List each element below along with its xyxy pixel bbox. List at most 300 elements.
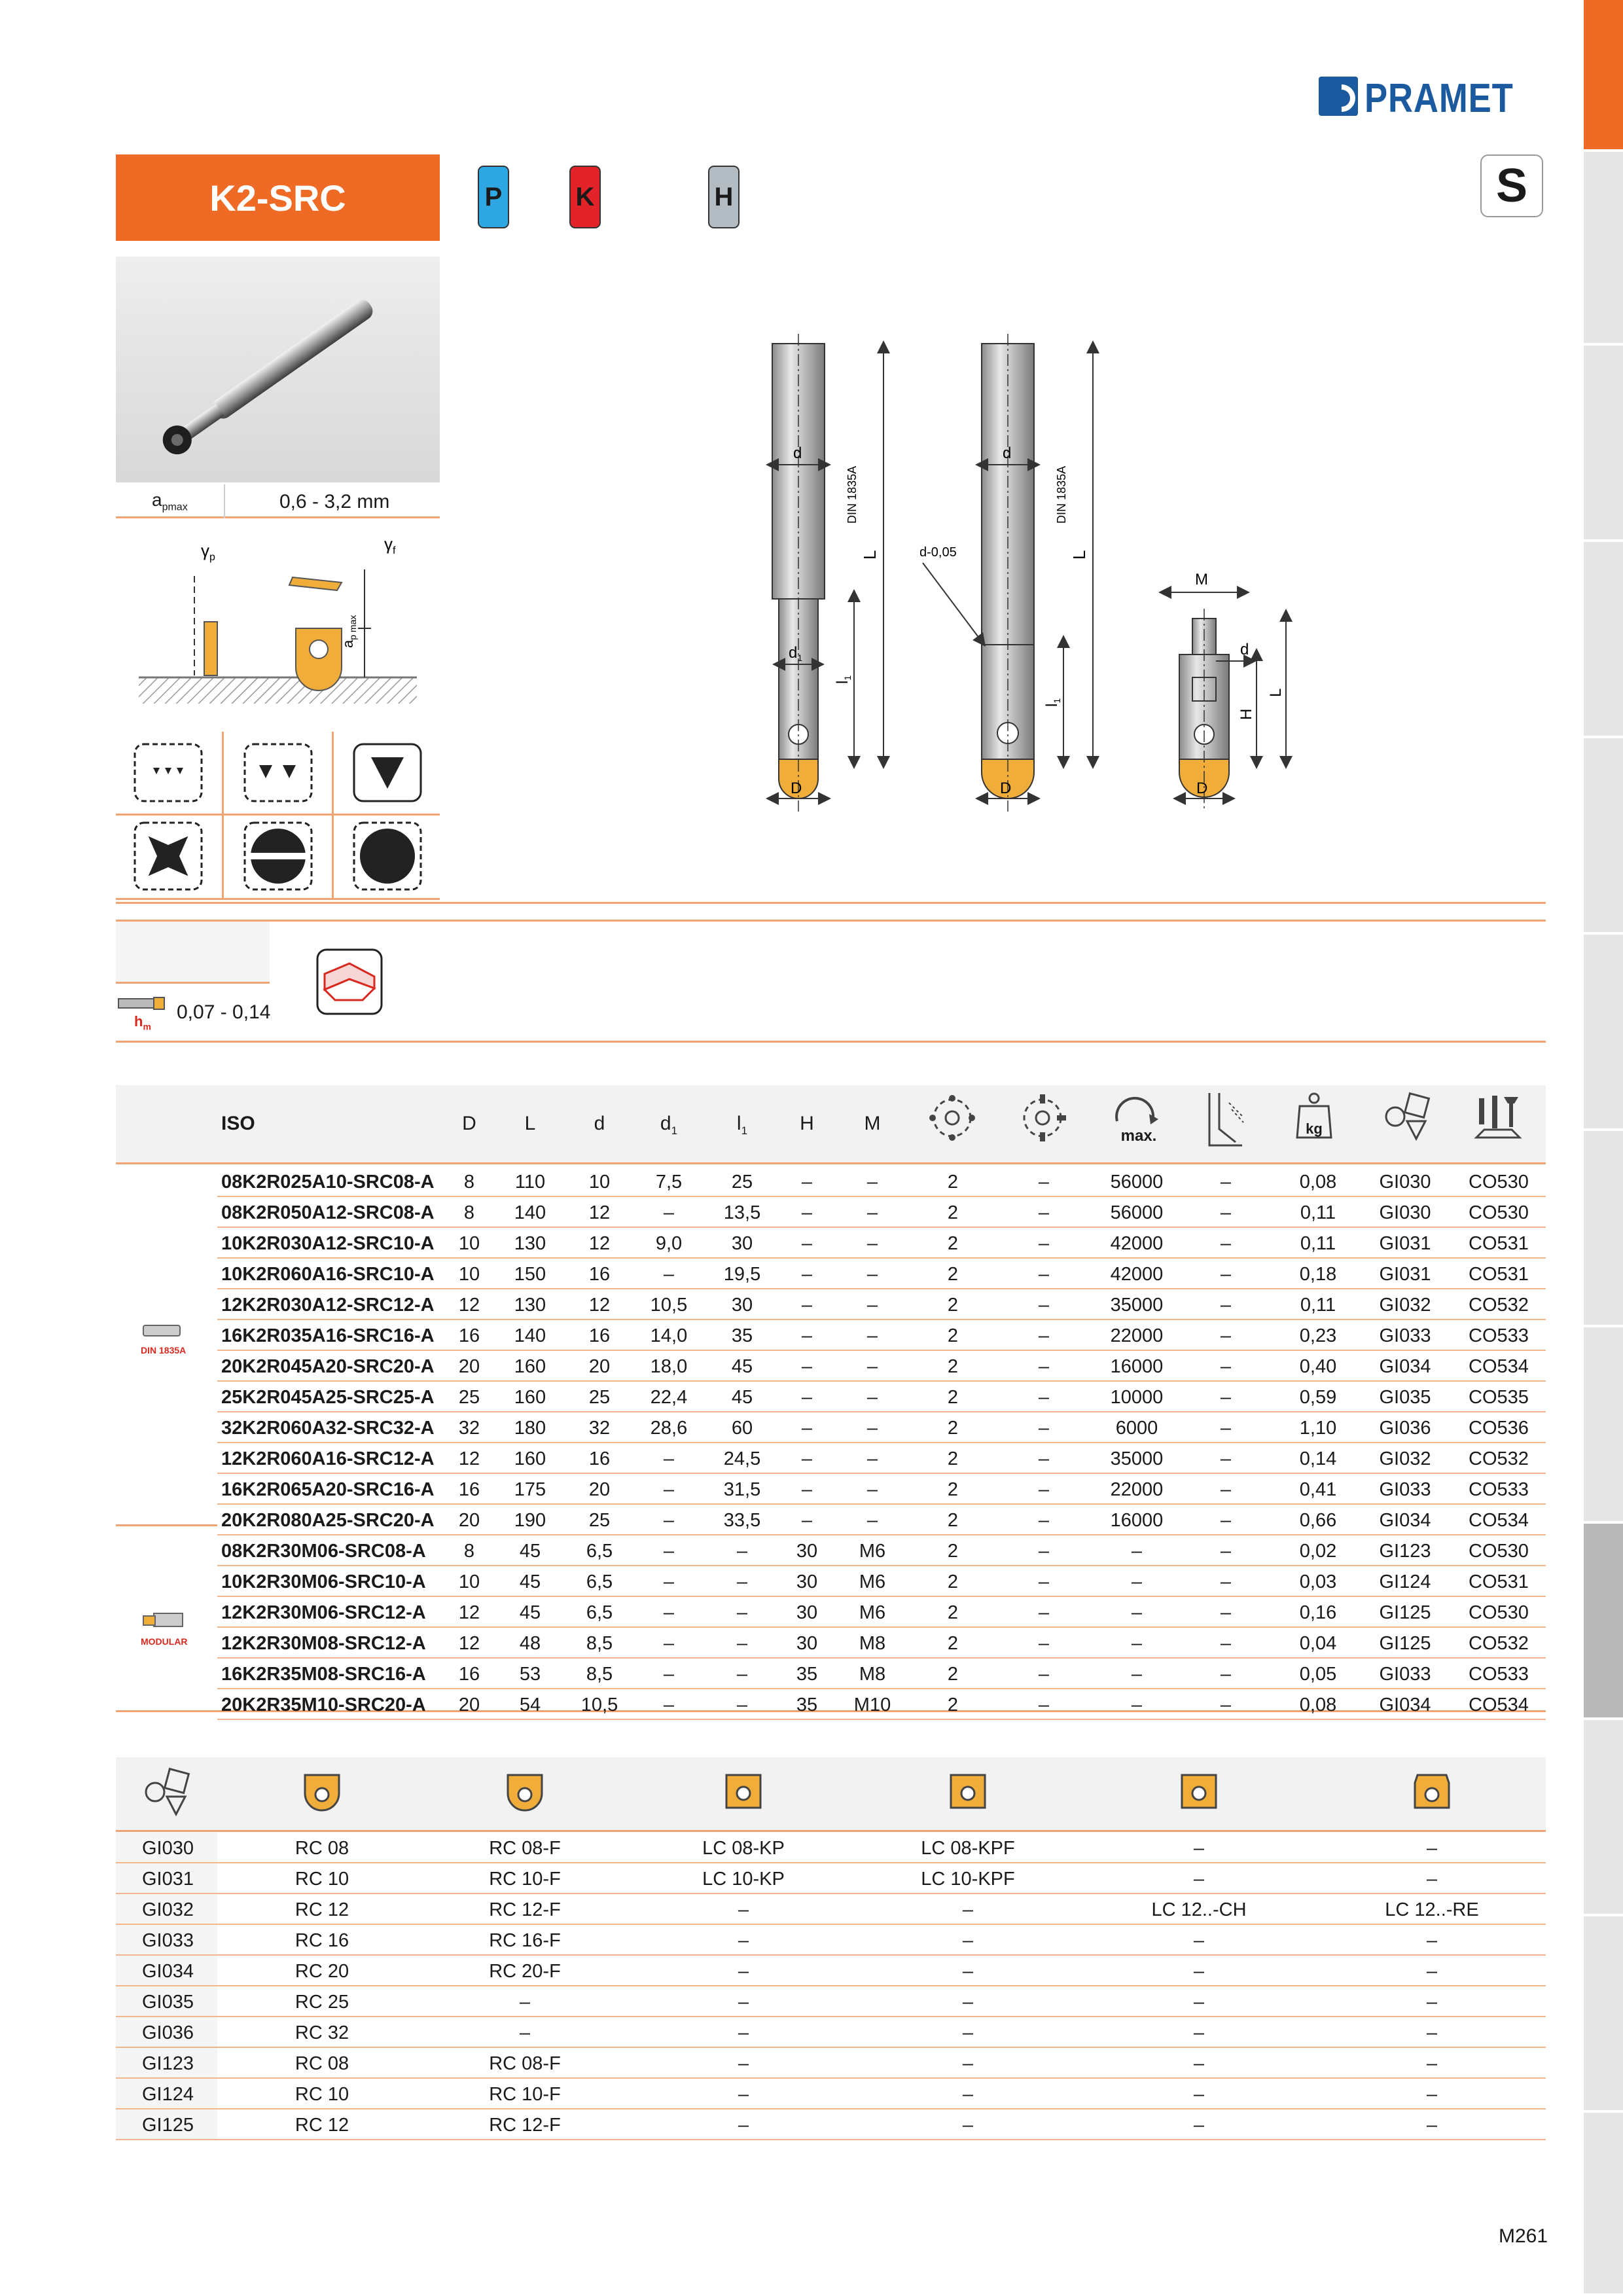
cell-H: – xyxy=(801,1325,813,1346)
cell-inserts: GI033 xyxy=(1379,1325,1431,1346)
stability-low-icon xyxy=(116,817,221,895)
tool1-din-label: DIN 1835A xyxy=(846,465,859,524)
cell-inserts: GI034 xyxy=(1379,1510,1431,1531)
table-row xyxy=(116,2017,1546,2048)
cell-spare-parts: CO531 xyxy=(1469,1233,1529,1254)
col-head-H: H xyxy=(800,1113,814,1134)
feed-value: 0,07 - 0,14 xyxy=(177,1001,271,1023)
cell-geometry-code: GI124 xyxy=(142,2084,194,2105)
cell-insert: RC 10-F xyxy=(489,1869,561,1890)
ramping-operation-icon xyxy=(315,948,383,1016)
cell-D: 16 xyxy=(458,1325,480,1346)
tool1-d-label: d xyxy=(793,444,802,462)
cell-inserts: GI035 xyxy=(1379,1387,1431,1408)
cell-spare-parts: CO533 xyxy=(1469,1664,1529,1685)
table-row xyxy=(116,1628,1546,1659)
cell-d: 10 xyxy=(588,1172,611,1193)
insert-lc-ch-icon xyxy=(1178,1770,1220,1816)
cell-spare-parts: CO536 xyxy=(1469,1418,1529,1439)
cell-M: M6 xyxy=(859,1541,886,1562)
cell-d1: 22,4 xyxy=(650,1387,688,1408)
tool1-D-label: D xyxy=(791,780,802,797)
table-row xyxy=(116,1597,1546,1628)
cell-insert: – xyxy=(1193,2022,1205,2043)
table-row xyxy=(116,1412,1546,1443)
ap-max-axis-label: $a_{p max}$ xyxy=(340,615,358,648)
cell-kg: 0,66 xyxy=(1299,1510,1337,1531)
ap-max-row xyxy=(116,484,440,518)
section-tab[interactable] xyxy=(1584,346,1623,542)
cell-insert: RC 10 xyxy=(294,2084,349,2105)
cell-iso: 10K2R30M06-SRC10-A xyxy=(221,1571,426,1592)
divider xyxy=(116,902,1546,904)
cell-spare-parts: CO534 xyxy=(1469,1356,1529,1377)
cell-l1: 45 xyxy=(731,1356,753,1377)
cell-D: 16 xyxy=(458,1664,480,1685)
divider xyxy=(116,982,270,984)
spare-parts-icon xyxy=(1472,1092,1525,1144)
cell-L: 140 xyxy=(514,1325,546,1346)
tool2-l1-label: $l_1$ xyxy=(1043,698,1062,707)
cell-eff-teeth: – xyxy=(1038,1295,1050,1316)
cell-iso: 08K2R025A10-SRC08-A xyxy=(221,1172,435,1193)
table-row xyxy=(116,1228,1546,1259)
cell-insert: LC 08-KPF xyxy=(921,1838,1015,1859)
cell-eff-teeth: – xyxy=(1038,1325,1050,1346)
divider xyxy=(116,1162,1546,1164)
cell-iso: 12K2R030A12-SRC12-A xyxy=(221,1295,435,1316)
cell-l1: 25 xyxy=(731,1172,753,1193)
cell-L: 54 xyxy=(519,1695,541,1715)
cell-d: 12 xyxy=(588,1202,611,1223)
cell-L: 160 xyxy=(514,1448,546,1469)
cell-d1: – xyxy=(663,1479,675,1500)
cell-d: 32 xyxy=(588,1418,611,1439)
cell-iso: 16K2R35M08-SRC16-A xyxy=(221,1664,426,1685)
table-row xyxy=(116,1689,1546,1720)
cell-d1: – xyxy=(663,1571,675,1592)
cell-insert: RC 12 xyxy=(294,1899,349,1920)
cell-teeth: 2 xyxy=(947,1172,959,1193)
cell-H: – xyxy=(801,1202,813,1223)
cell-kg: 0,14 xyxy=(1299,1448,1337,1469)
cell-l1: – xyxy=(736,1602,748,1623)
col-head-L: L xyxy=(524,1113,536,1134)
cell-insert: RC 25 xyxy=(294,1992,349,2013)
cell-spare-parts: CO530 xyxy=(1469,1172,1529,1193)
cell-kg: 0,03 xyxy=(1299,1571,1337,1592)
cell-inserts: GI033 xyxy=(1379,1664,1431,1685)
cell-insert: – xyxy=(738,1930,749,1951)
cell-H: 35 xyxy=(796,1664,818,1685)
cell-H: – xyxy=(801,1264,813,1285)
insert-rc-icon xyxy=(301,1770,343,1816)
cell-eff-teeth: – xyxy=(1038,1202,1050,1223)
cell-insert: – xyxy=(519,2022,531,2043)
cell-teeth: 2 xyxy=(947,1695,959,1715)
section-tab[interactable] xyxy=(1584,2113,1623,2296)
cell-d1: – xyxy=(663,1602,675,1623)
cell-iso: 16K2R065A20-SRC16-A xyxy=(221,1479,435,1500)
cell-kg: 0,40 xyxy=(1299,1356,1337,1377)
cell-coolant: – xyxy=(1220,1202,1232,1223)
cell-eff-teeth: – xyxy=(1038,1387,1050,1408)
cell-insert: LC 10-KPF xyxy=(921,1869,1015,1890)
product-photo xyxy=(116,257,440,482)
cell-spare-parts: CO533 xyxy=(1469,1479,1529,1500)
cell-D: 12 xyxy=(458,1602,480,1623)
section-tab[interactable] xyxy=(1584,1327,1623,1524)
cell-insert: – xyxy=(962,1930,974,1951)
section-letter-badge: S xyxy=(1480,154,1543,217)
cell-l1: 19,5 xyxy=(723,1264,761,1285)
tool1-L-label: L xyxy=(860,550,880,560)
cell-max-rpm: 56000 xyxy=(1110,1172,1164,1193)
cell-D: 20 xyxy=(458,1356,480,1377)
cell-inserts: GI032 xyxy=(1379,1295,1431,1316)
cell-L: 48 xyxy=(519,1633,541,1654)
cell-H: – xyxy=(801,1387,813,1408)
cell-teeth: 2 xyxy=(947,1664,959,1685)
cell-eff-teeth: – xyxy=(1038,1510,1050,1531)
cell-L: 150 xyxy=(514,1264,546,1285)
cell-insert: LC 12..-RE xyxy=(1385,1899,1479,1920)
cell-M: – xyxy=(866,1479,878,1500)
cell-L: 190 xyxy=(514,1510,546,1531)
cell-insert: RC 10-F xyxy=(489,2084,561,2105)
cell-d: 20 xyxy=(588,1356,611,1377)
stability-high-icon xyxy=(335,817,440,895)
cell-inserts: GI123 xyxy=(1379,1541,1431,1562)
cell-D: 20 xyxy=(458,1695,480,1715)
finishing-operation-icon xyxy=(116,733,221,812)
cell-coolant: – xyxy=(1220,1418,1232,1439)
cell-kg: 0,23 xyxy=(1299,1325,1337,1346)
cell-insert: – xyxy=(962,1992,974,2013)
section-tab[interactable] xyxy=(1584,542,1623,738)
section-tab-strip xyxy=(1584,0,1623,2296)
cell-l1: – xyxy=(736,1571,748,1592)
row-divider xyxy=(217,1719,1546,1720)
divider xyxy=(116,1041,1546,1043)
cell-spare-parts: CO532 xyxy=(1469,1633,1529,1654)
cell-insert: – xyxy=(962,2115,974,2136)
cell-M: M10 xyxy=(853,1695,891,1715)
cell-M: – xyxy=(866,1202,878,1223)
divider xyxy=(116,814,440,816)
cell-l1: – xyxy=(736,1541,748,1562)
cell-inserts: GI032 xyxy=(1379,1448,1431,1469)
cell-geometry-code: GI034 xyxy=(142,1961,194,1982)
cell-kg: 1,10 xyxy=(1299,1418,1337,1439)
cell-insert: – xyxy=(738,1899,749,1920)
cell-coolant: – xyxy=(1220,1325,1232,1346)
cell-kg: 0,08 xyxy=(1299,1172,1337,1193)
cell-max-rpm: 6000 xyxy=(1115,1418,1158,1439)
table-row xyxy=(116,1833,1546,1863)
cell-d1: 9,0 xyxy=(655,1233,683,1254)
cell-spare-parts: CO533 xyxy=(1469,1325,1529,1346)
cell-insert: RC 12-F xyxy=(489,2115,561,2136)
cell-kg: 0,05 xyxy=(1299,1664,1337,1685)
cell-d: 8,5 xyxy=(586,1633,613,1654)
cell-spare-parts: CO530 xyxy=(1469,1202,1529,1223)
coolant-icon xyxy=(1203,1090,1249,1149)
insert-rc-f-icon xyxy=(504,1770,546,1816)
cell-L: 140 xyxy=(514,1202,546,1223)
cell-eff-teeth: – xyxy=(1038,1633,1050,1654)
cell-M: M6 xyxy=(859,1571,886,1592)
cell-eff-teeth: – xyxy=(1038,1233,1050,1254)
cell-teeth: 2 xyxy=(947,1233,959,1254)
cell-inserts: GI033 xyxy=(1379,1479,1431,1500)
cell-kg: 0,11 xyxy=(1300,1295,1336,1316)
cell-coolant: – xyxy=(1220,1633,1232,1654)
cell-d: 16 xyxy=(588,1448,611,1469)
tool3-H-label: H xyxy=(1238,708,1255,720)
col-head-iso: ISO xyxy=(221,1113,255,1134)
cell-d: 25 xyxy=(588,1387,611,1408)
table-row xyxy=(116,1535,1546,1566)
cell-spare-parts: CO531 xyxy=(1469,1571,1529,1592)
cell-eff-teeth: – xyxy=(1038,1695,1050,1715)
insert-lc-kp-icon xyxy=(722,1770,764,1816)
cell-coolant: – xyxy=(1220,1264,1232,1285)
cell-max-rpm: 56000 xyxy=(1110,1202,1164,1223)
cell-eff-teeth: – xyxy=(1038,1172,1050,1193)
cell-teeth: 2 xyxy=(947,1264,959,1285)
cell-d1: – xyxy=(663,1664,675,1685)
cell-teeth: 2 xyxy=(947,1448,959,1469)
material-badge-p: P xyxy=(478,166,509,228)
cell-l1: – xyxy=(736,1695,748,1715)
table-row xyxy=(116,1320,1546,1351)
cell-kg: 0,11 xyxy=(1300,1202,1336,1223)
cell-M: – xyxy=(866,1325,878,1346)
stability-medium-icon xyxy=(226,817,330,895)
cell-insert: – xyxy=(1426,1930,1438,1951)
section-tab-active-top[interactable] xyxy=(1584,0,1623,152)
cell-coolant: – xyxy=(1220,1571,1232,1592)
cell-kg: 0,18 xyxy=(1299,1264,1337,1285)
table-row xyxy=(116,1863,1546,1894)
cell-insert: – xyxy=(962,1899,974,1920)
cell-max-rpm: 42000 xyxy=(1110,1264,1164,1285)
cell-insert: – xyxy=(738,2022,749,2043)
cell-l1: 31,5 xyxy=(723,1479,761,1500)
cell-M: M8 xyxy=(859,1664,886,1685)
cell-coolant: – xyxy=(1220,1448,1232,1469)
cell-insert: – xyxy=(1426,1838,1438,1859)
tool3-L-label: L xyxy=(1267,688,1285,697)
section-tab[interactable] xyxy=(1584,1916,1623,2113)
inserts-icon xyxy=(1381,1092,1433,1144)
cell-M: – xyxy=(866,1264,878,1285)
cell-inserts: GI125 xyxy=(1379,1602,1431,1623)
cell-D: 10 xyxy=(458,1571,480,1592)
cell-D: 20 xyxy=(458,1510,480,1531)
cell-insert: – xyxy=(1426,1869,1438,1890)
cell-insert: – xyxy=(1426,1992,1438,2013)
cell-inserts: GI030 xyxy=(1379,1202,1431,1223)
insert-geometry-header-icon xyxy=(141,1767,193,1820)
cell-H: – xyxy=(801,1479,813,1500)
cell-iso: 32K2R060A32-SRC32-A xyxy=(221,1418,435,1439)
cell-insert: – xyxy=(519,1992,531,2013)
cell-l1: 13,5 xyxy=(723,1202,761,1223)
cell-max-rpm: 10000 xyxy=(1110,1387,1164,1408)
cell-D: 16 xyxy=(458,1479,480,1500)
cell-geometry-code: GI031 xyxy=(142,1869,194,1890)
cell-d1: – xyxy=(663,1510,675,1531)
cell-insert: RC 20 xyxy=(294,1961,349,1982)
cell-teeth: 2 xyxy=(947,1633,959,1654)
cell-M: – xyxy=(866,1418,878,1439)
cell-d: 10,5 xyxy=(580,1695,618,1715)
section-tab[interactable] xyxy=(1584,152,1623,346)
number-of-effective-teeth-icon xyxy=(1016,1092,1069,1144)
tool3-D-label: D xyxy=(1196,780,1208,797)
cell-kg: 0,16 xyxy=(1299,1602,1337,1623)
cell-H: – xyxy=(801,1172,813,1193)
cell-insert: – xyxy=(1193,1869,1205,1890)
cell-max-rpm: – xyxy=(1131,1602,1143,1623)
cell-H: 30 xyxy=(796,1541,818,1562)
cell-insert: RC 16 xyxy=(294,1930,349,1951)
divider xyxy=(116,1830,1546,1832)
cell-d1: 28,6 xyxy=(650,1418,688,1439)
cell-insert: – xyxy=(1193,1961,1205,1982)
cell-H: – xyxy=(801,1448,813,1469)
table-row xyxy=(116,1956,1546,1986)
cell-coolant: – xyxy=(1220,1387,1232,1408)
cell-max-rpm: – xyxy=(1131,1541,1143,1562)
table-row xyxy=(116,1566,1546,1597)
cell-d1: 18,0 xyxy=(650,1356,688,1377)
cell-insert: – xyxy=(962,1961,974,1982)
cell-d: 16 xyxy=(588,1264,611,1285)
cell-M: – xyxy=(866,1387,878,1408)
cell-insert: – xyxy=(738,2115,749,2136)
cell-eff-teeth: – xyxy=(1038,1479,1050,1500)
group-label-modular: MODULAR xyxy=(141,1636,188,1647)
tool-dimension-drawing xyxy=(753,327,1309,825)
cell-coolant: – xyxy=(1220,1295,1232,1316)
operations-grid xyxy=(116,732,440,900)
material-badge-h: H xyxy=(708,166,740,228)
cell-coolant: – xyxy=(1220,1602,1232,1623)
insert-lc-kpf-icon xyxy=(947,1770,989,1816)
cell-spare-parts: CO531 xyxy=(1469,1264,1529,1285)
table-row xyxy=(116,1986,1546,2017)
cell-teeth: 2 xyxy=(947,1541,959,1562)
cell-coolant: – xyxy=(1220,1233,1232,1254)
cell-geometry-code: GI030 xyxy=(142,1838,194,1859)
cell-insert: – xyxy=(962,2053,974,2074)
cell-L: 175 xyxy=(514,1479,546,1500)
cell-d: 6,5 xyxy=(586,1541,613,1562)
cell-insert: RC 20-F xyxy=(489,1961,561,1982)
cell-insert: – xyxy=(962,2022,974,2043)
cell-eff-teeth: – xyxy=(1038,1264,1050,1285)
cell-geometry-code: GI035 xyxy=(142,1992,194,2013)
col-head-l1: $l_1$ xyxy=(736,1113,748,1137)
cell-coolant: – xyxy=(1220,1664,1232,1685)
cell-d: 16 xyxy=(588,1325,611,1346)
cell-max-rpm: – xyxy=(1131,1664,1143,1685)
cell-H: 30 xyxy=(796,1571,818,1592)
cell-spare-parts: CO535 xyxy=(1469,1387,1529,1408)
cell-D: 12 xyxy=(458,1448,480,1469)
product-title: K2-SRC xyxy=(116,154,440,241)
cell-inserts: GI031 xyxy=(1379,1233,1431,1254)
cell-D: 32 xyxy=(458,1418,480,1439)
cell-coolant: – xyxy=(1220,1541,1232,1562)
cell-iso: 25K2R045A25-SRC25-A xyxy=(221,1387,435,1408)
cell-coolant: – xyxy=(1220,1695,1232,1715)
cell-H: – xyxy=(801,1233,813,1254)
cell-teeth: 2 xyxy=(947,1295,959,1316)
cell-inserts: GI030 xyxy=(1379,1172,1431,1193)
col-head-d: d xyxy=(594,1113,605,1134)
page-number: M261 xyxy=(1499,2225,1548,2247)
divider xyxy=(116,920,1546,922)
divider xyxy=(116,898,440,900)
cell-iso: 12K2R060A16-SRC12-A xyxy=(221,1448,435,1469)
col-head-max: max. xyxy=(1120,1127,1157,1145)
cell-L: 180 xyxy=(514,1418,546,1439)
section-tab-current[interactable] xyxy=(1584,1524,1623,1720)
roughing-operation-icon xyxy=(335,733,440,812)
table-row xyxy=(116,1505,1546,1535)
cell-inserts: GI031 xyxy=(1379,1264,1431,1285)
cell-teeth: 2 xyxy=(947,1325,959,1346)
cell-insert: RC 32 xyxy=(294,2022,349,2043)
cell-eff-teeth: – xyxy=(1038,1571,1050,1592)
cell-coolant: – xyxy=(1220,1479,1232,1500)
cell-D: 10 xyxy=(458,1264,480,1285)
cell-teeth: 2 xyxy=(947,1356,959,1377)
cell-kg: 0,04 xyxy=(1299,1633,1337,1654)
cell-D: 8 xyxy=(463,1541,475,1562)
cell-l1: 45 xyxy=(731,1387,753,1408)
cell-insert: – xyxy=(1426,2022,1438,2043)
tool2-din-label: DIN 1835A xyxy=(1055,465,1068,524)
cell-max-rpm: – xyxy=(1131,1571,1143,1592)
gamma-p-label: $\gamma_p$ xyxy=(201,541,215,563)
cell-teeth: 2 xyxy=(947,1418,959,1439)
table-row xyxy=(116,1197,1546,1228)
cell-iso: 16K2R035A16-SRC16-A xyxy=(221,1325,435,1346)
feed-header-band xyxy=(116,922,270,982)
table-row xyxy=(116,1351,1546,1382)
cell-insert: – xyxy=(1193,1992,1205,2013)
cell-insert: – xyxy=(738,1961,749,1982)
cell-iso: 20K2R35M10-SRC20-A xyxy=(221,1695,426,1715)
section-tab[interactable] xyxy=(1584,1131,1623,1327)
number-of-teeth-icon xyxy=(926,1092,978,1144)
cell-L: 110 xyxy=(514,1172,546,1193)
section-tab[interactable] xyxy=(1584,935,1623,1131)
table-row xyxy=(116,1289,1546,1320)
cell-iso: 12K2R30M08-SRC12-A xyxy=(221,1633,426,1654)
section-tab[interactable] xyxy=(1584,738,1623,935)
cell-d: 8,5 xyxy=(586,1664,613,1685)
table-row xyxy=(116,2048,1546,2079)
cell-M: – xyxy=(866,1233,878,1254)
section-tab[interactable] xyxy=(1584,1720,1623,1916)
cell-spare-parts: CO532 xyxy=(1469,1295,1529,1316)
